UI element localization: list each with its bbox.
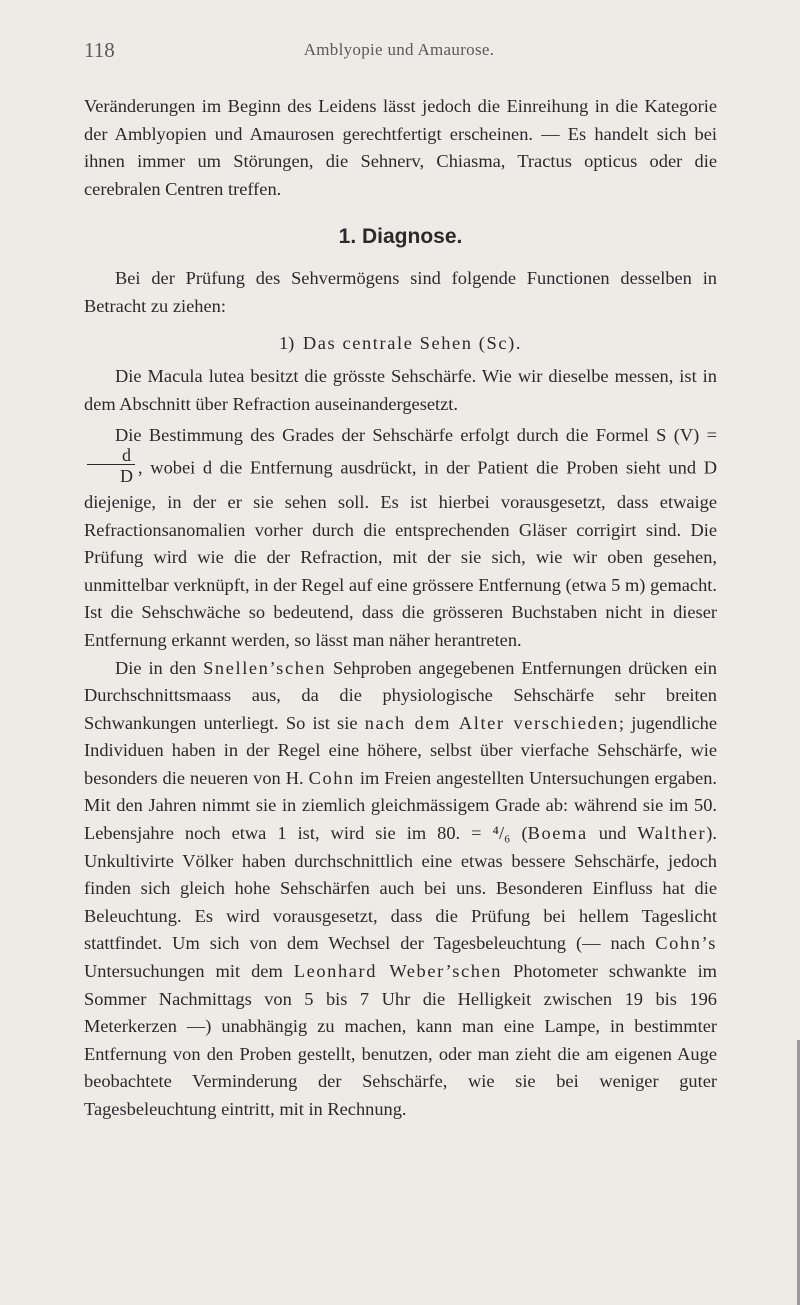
text-run: und [587,823,638,844]
text-run: Die in den [115,657,204,678]
paragraph-functions: Bei der Prüfung des Sehvermögens sind folgende Functionen desselben in Betracht zu ziehen: [84,268,717,316]
subsection-number: 1) [278,332,295,353]
text-run: ). Unkultivirte Völker haben durchschnittlich eine etwas bessere Sehschärfe, jedoch finden sich gleich hohe Sehschärfen auch bei uns. Besonderen Einfluss hat die Beleuchtung. Es wird vorausgesetzt, dass die Prüfung bei hellem Tageslicht stattfindet. Um sich von dem Wechsel der Tagesbeleuchtung (— nach [84,823,717,954]
section-heading: 1. Diagnose. [338,225,463,249]
page-header [84,38,714,68]
text-run: ; jugendliche Individuen haben in der Regel eine höhere, selbst über vierfache Sehschärfe, wie besonders die neueren von H. [84,712,717,788]
paragraph-snellen [84,655,717,1124]
author-name-walther: Walther [637,823,707,844]
fraction-numerator: d [122,444,131,465]
running-head: Amblyopie und Amaurose. [303,40,495,59]
author-name-boema: Boema [527,823,588,844]
text-run: im Freien angestellten Untersuchungen ergaben. Mit den Jahren nimmt sie in ziemlich gleichmässigem Grade ab: während sie im 50. Lebensjahre noch etwa 1 ist, wird sie im 80. = [84,767,717,844]
author-name-cohn-2: Cohn’s [655,933,717,954]
author-name-weber: Leonhard Weber’schen [293,961,503,982]
author-name-snellen: Snellen’schen [203,657,327,678]
subsection-title: Das centrale Sehen (Sc). [302,332,523,353]
paragraph-formula [84,422,717,654]
author-name-cohn: Cohn [308,767,355,788]
formula-text-before: Die Bestimmung des Grades der Sehschärfe erfolgt durch die Formel S (V) = [115,425,717,446]
paragraph-macula: Die Macula lutea besitzt die grösste Sehschärfe. Wie wir dieselbe messen, ist in dem Abschnitt über Refraction auseinandergesetzt. [84,366,717,414]
text-run: Photometer schwankte im Sommer Nachmittags von 5 bis 7 Uhr die Helligkeit zwischen 19 bis 196 Meterkerzen —) unabhängig zu machen, kann man eine Lampe, in bestimmter Entfernung von den Proben gestellt, benutzen, oder man zieht die am eigenen Auge beobachtete Verminderung der Sehschärfe, wie sie bei weniger guter Tagesbeleuchtung eintritt, mit in Rechnung. [84,961,717,1119]
intro-paragraph: Veränderungen im Beginn des Leidens lässt jedoch die Einreihung in die Kategorie der Amblyopien und Amaurosen gerechtfertigt erscheinen. — Es handelt sich bei ihnen immer um Störungen, die Sehnerv, Chiasma, Tractus opticus oder die cerebralen Centren treffen. [84,96,717,199]
subsection-heading [84,330,717,358]
fraction-denominator: D [87,464,135,485]
text-run: ( [510,823,528,844]
text-run: Sehproben angegebenen Entfernungen drücken ein Durchschnittsmaass aus, da die physiologische Sehschärfe sehr breiten Schwankungen unterliegt. So ist sie [84,657,717,733]
page-body [84,93,717,1124]
text-run: Untersuchungen mit dem [84,961,294,982]
page-number: 118 [84,38,115,62]
fraction-value: ⁴/₆ [492,823,511,844]
formula-text-after: , wobei d die Entfernung ausdrückt, in der Patient die Proben sieht und D diejenige, in der er sie sehen soll. Es ist hierbei vorausgesetzt, dass etwaige Refractionsanomalien vorher durch die entsprechenden Gläser corrigirt sind. Die Prüfung wird wie die der Refraction, mit der sie sich, wie wir oben gesehen, unmittelbar verknüpft, in der Regel auf eine grössere Entfernung (etwa 5 m) gemacht. Ist die Sehschwäche so bedeutend, dass die grösseren Buchstaben nicht in dieser Entfernung erkannt werden, so lässt man näher herantreten. [84,457,717,650]
formula-fraction [87,446,135,485]
emphasis-age: nach dem Alter verschieden [364,712,619,733]
